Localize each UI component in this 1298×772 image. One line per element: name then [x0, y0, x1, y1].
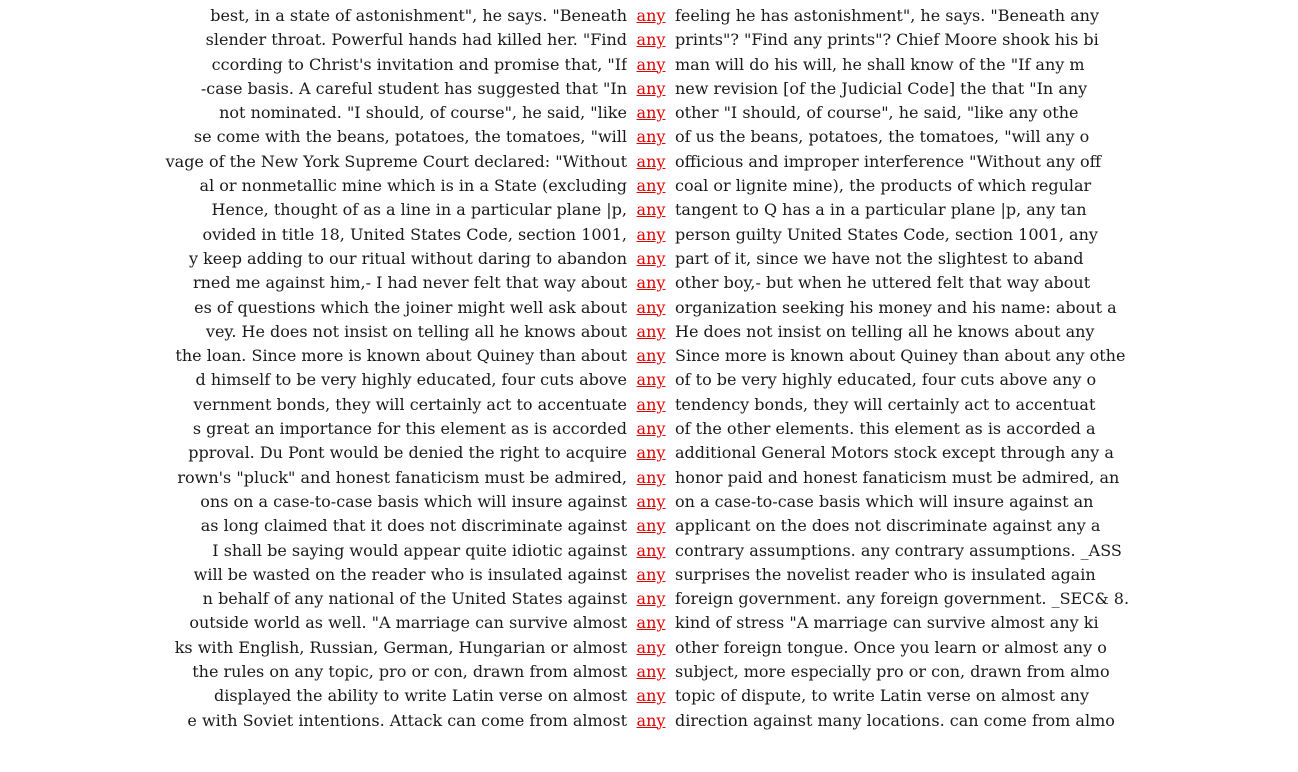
right-context: of the other elements. this element as is accorded a [675, 419, 1096, 439]
right-context: applicant on the does not discriminate against any a [675, 516, 1101, 536]
left-context [0, 684, 627, 708]
concordance-line [0, 587, 1298, 611]
concordance-line [0, 125, 1298, 149]
right-context: other foreign tongue. Once you learn or almost any o [675, 637, 1107, 657]
keyword-link[interactable]: any [636, 78, 666, 98]
keyword-link[interactable]: any [636, 419, 666, 439]
concordance-line [0, 611, 1298, 635]
right-context: direction against many locations. can come from almo [675, 710, 1115, 730]
keyword-link[interactable]: any [636, 224, 666, 244]
concordance-line [0, 223, 1298, 247]
left-context [0, 150, 627, 174]
concordance-line [0, 417, 1298, 441]
keyword-link[interactable]: any [636, 6, 666, 25]
left-context [0, 636, 627, 660]
left-context [0, 539, 627, 563]
keyword-link[interactable]: any [636, 467, 666, 487]
left-context-text: ks with English, Russian, German, Hungarian or almost [174, 637, 627, 657]
left-context-text: se come with the beans, potatoes, the tomatoes, "will [193, 127, 627, 147]
keyword-link[interactable]: any [636, 321, 666, 341]
right-context: topic of dispute, to write Latin verse on almost any [675, 686, 1090, 706]
concordance-line [0, 684, 1298, 708]
left-context [0, 393, 627, 417]
left-context-text: ccording to Christ's invitation and promise that, "If [211, 54, 627, 74]
left-context-text: ovided in title 18, United States Code, section 1001, [202, 224, 627, 244]
keyword-link[interactable]: any [636, 273, 666, 293]
left-context [0, 514, 627, 538]
concordance-line [0, 271, 1298, 295]
left-context-text: will be wasted on the reader who is insulated against [193, 564, 627, 584]
right-context: tangent to Q has a in a particular plane |p, any tan [675, 200, 1087, 220]
right-context: new revision [of the Judicial Code] the that "In any [675, 78, 1088, 98]
left-context-text: the loan. Since more is known about Quiney than about [175, 346, 627, 366]
left-context-text: d himself to be very highly educated, four cuts above [195, 370, 627, 390]
right-context: subject, more especially pro or con, drawn from almo [675, 662, 1110, 682]
concordance-line [0, 53, 1298, 77]
right-context: coal or lignite mine), the products of which regular [675, 176, 1092, 196]
concordance-line [0, 660, 1298, 684]
left-context [0, 441, 627, 465]
left-context [0, 417, 627, 441]
right-context: contrary assumptions. any contrary assumptions. _ASS [675, 540, 1122, 560]
right-context: of to be very highly educated, four cuts above any o [675, 370, 1097, 390]
keyword-link[interactable]: any [636, 443, 666, 463]
left-context [0, 101, 627, 125]
left-context-text: Hence, thought of as a line in a particular plane |p, [211, 200, 627, 220]
left-context-text: best, in a state of astonishment", he says. "Beneath [210, 6, 627, 25]
concordance-line [0, 28, 1298, 52]
left-context-text: pproval. Du Pont would be denied the right to acquire [188, 443, 627, 463]
left-context-text: slender throat. Powerful hands had killed her. "Find [205, 30, 627, 50]
concordance-line [0, 174, 1298, 198]
keyword-link[interactable]: any [636, 248, 666, 268]
right-context: tendency bonds, they will certainly act to accentuat [675, 394, 1096, 414]
keyword-link[interactable]: any [636, 30, 666, 50]
left-context [0, 660, 627, 684]
right-context: Since more is known about Quiney than about any othe [675, 346, 1126, 366]
left-context-text: y keep adding to our ritual without daring to abandon [188, 248, 627, 268]
left-context-text: I shall be saying would appear quite idiotic against [212, 540, 627, 560]
right-context: kind of stress "A marriage can survive almost any ki [675, 613, 1099, 633]
right-context: prints"? "Find any prints"? Chief Moore shook his bi [675, 30, 1099, 50]
concordance-line [0, 296, 1298, 320]
left-context-text: es of questions which the joiner might well ask about [194, 297, 627, 317]
left-context [0, 125, 627, 149]
left-context [0, 198, 627, 222]
right-context: officious and improper interference "Without any off [675, 151, 1101, 171]
left-context-text: -case basis. A careful student has suggested that "In [200, 78, 627, 98]
left-context-text: e with Soviet intentions. Attack can come from almost [187, 710, 627, 730]
left-context [0, 368, 627, 392]
left-context-text: s great an importance for this element as is accorded [192, 419, 627, 439]
left-context [0, 296, 627, 320]
concordance-line [0, 393, 1298, 417]
left-context-text: rown's "pluck" and honest fanaticism must be admired, [177, 467, 627, 487]
keyword-link[interactable]: any [636, 540, 666, 560]
left-context-text: outside world as well. "A marriage can survive almost [189, 613, 627, 633]
concordance-line [0, 4, 1298, 28]
concordance-line [0, 247, 1298, 271]
concordance-line [0, 514, 1298, 538]
concordance-line [0, 368, 1298, 392]
left-context [0, 4, 627, 28]
keyword-link[interactable]: any [636, 491, 666, 511]
right-context: He does not insist on telling all he knows about any [675, 321, 1095, 341]
left-context [0, 271, 627, 295]
concordance-line [0, 198, 1298, 222]
left-context-text: not nominated. "I should, of course", he said, "like [219, 103, 627, 123]
left-context-text: vernment bonds, they will certainly act to accentuate [193, 394, 627, 414]
left-context [0, 223, 627, 247]
left-context-text: ons on a case-to-case basis which will insure against [200, 491, 627, 511]
concordance-line [0, 150, 1298, 174]
keyword-link[interactable]: any [636, 103, 666, 123]
left-context [0, 563, 627, 587]
concordance-line [0, 490, 1298, 514]
left-context [0, 587, 627, 611]
concordance-line [0, 539, 1298, 563]
keyword-link[interactable]: any [636, 370, 666, 390]
concordance-line [0, 563, 1298, 587]
left-context-text: as long claimed that it does not discriminate against [200, 516, 627, 536]
left-context-text: vage of the New York Supreme Court declared: "Without [165, 151, 627, 171]
right-context: organization seeking his money and his name: about a [675, 297, 1117, 317]
keyword-link[interactable]: any [636, 346, 666, 366]
concordance-line [0, 344, 1298, 368]
concordance-line [0, 441, 1298, 465]
left-context [0, 709, 627, 733]
keyword-link[interactable]: any [636, 662, 666, 682]
keyword-link[interactable]: any [636, 200, 666, 220]
left-context-text: al or nonmetallic mine which is in a State (excluding [199, 176, 627, 196]
keyword-link[interactable]: any [636, 589, 666, 609]
keyword-link[interactable]: any [636, 564, 666, 584]
left-context [0, 320, 627, 344]
keyword-link[interactable]: any [636, 686, 666, 706]
concordance-line [0, 709, 1298, 733]
left-context [0, 28, 627, 52]
right-context: honor paid and honest fanaticism must be admired, an [675, 467, 1120, 487]
left-context [0, 611, 627, 635]
left-context [0, 466, 627, 490]
left-context-text: displayed the ability to write Latin verse on almost [213, 686, 627, 706]
right-context: part of it, since we have not the slightest to aband [675, 248, 1084, 268]
left-context-text: the rules on any topic, pro or con, drawn from almost [192, 662, 627, 682]
keyword-link[interactable]: any [636, 613, 666, 633]
keyword-link[interactable]: any [636, 297, 666, 317]
right-context: foreign government. any foreign government. _SEC& 8. [675, 589, 1130, 609]
right-context: of us the beans, potatoes, the tomatoes, "will any o [675, 127, 1090, 147]
keyword-link[interactable]: any [636, 54, 666, 74]
left-context [0, 53, 627, 77]
right-context: feeling he has astonishment", he says. "Beneath any [675, 6, 1100, 25]
right-context: surprises the novelist reader who is insulated again [675, 564, 1096, 584]
right-context: additional General Motors stock except through any a [675, 443, 1114, 463]
concordance-line [0, 636, 1298, 660]
left-context [0, 490, 627, 514]
left-context [0, 247, 627, 271]
left-context [0, 77, 627, 101]
keyword-link[interactable]: any [636, 637, 666, 657]
keyword-link[interactable]: any [636, 710, 666, 730]
keyword-link[interactable]: any [636, 176, 666, 196]
left-context [0, 344, 627, 368]
left-context [0, 174, 627, 198]
keyword-link[interactable]: any [636, 516, 666, 536]
left-context-text: rned me against him,- I had never felt that way about [192, 273, 627, 293]
right-context: person guilty United States Code, section 1001, any [675, 224, 1098, 244]
keyword-link[interactable]: any [636, 394, 666, 414]
concordance-line [0, 77, 1298, 101]
concordance-line [0, 466, 1298, 490]
right-context: other boy,- but when he uttered felt that way about [675, 273, 1091, 293]
right-context: man will do his will, he shall know of the "If any m [675, 54, 1085, 74]
concordance-line [0, 101, 1298, 125]
keyword-link[interactable]: any [636, 151, 666, 171]
keyword-link[interactable]: any [636, 127, 666, 147]
right-context: other "I should, of course", he said, "like any othe [675, 103, 1079, 123]
left-context-text: n behalf of any national of the United States against [202, 589, 627, 609]
concordance-line [0, 320, 1298, 344]
right-context: on a case-to-case basis which will insure against an [675, 491, 1094, 511]
left-context-text: vey. He does not insist on telling all he knows about [205, 321, 627, 341]
